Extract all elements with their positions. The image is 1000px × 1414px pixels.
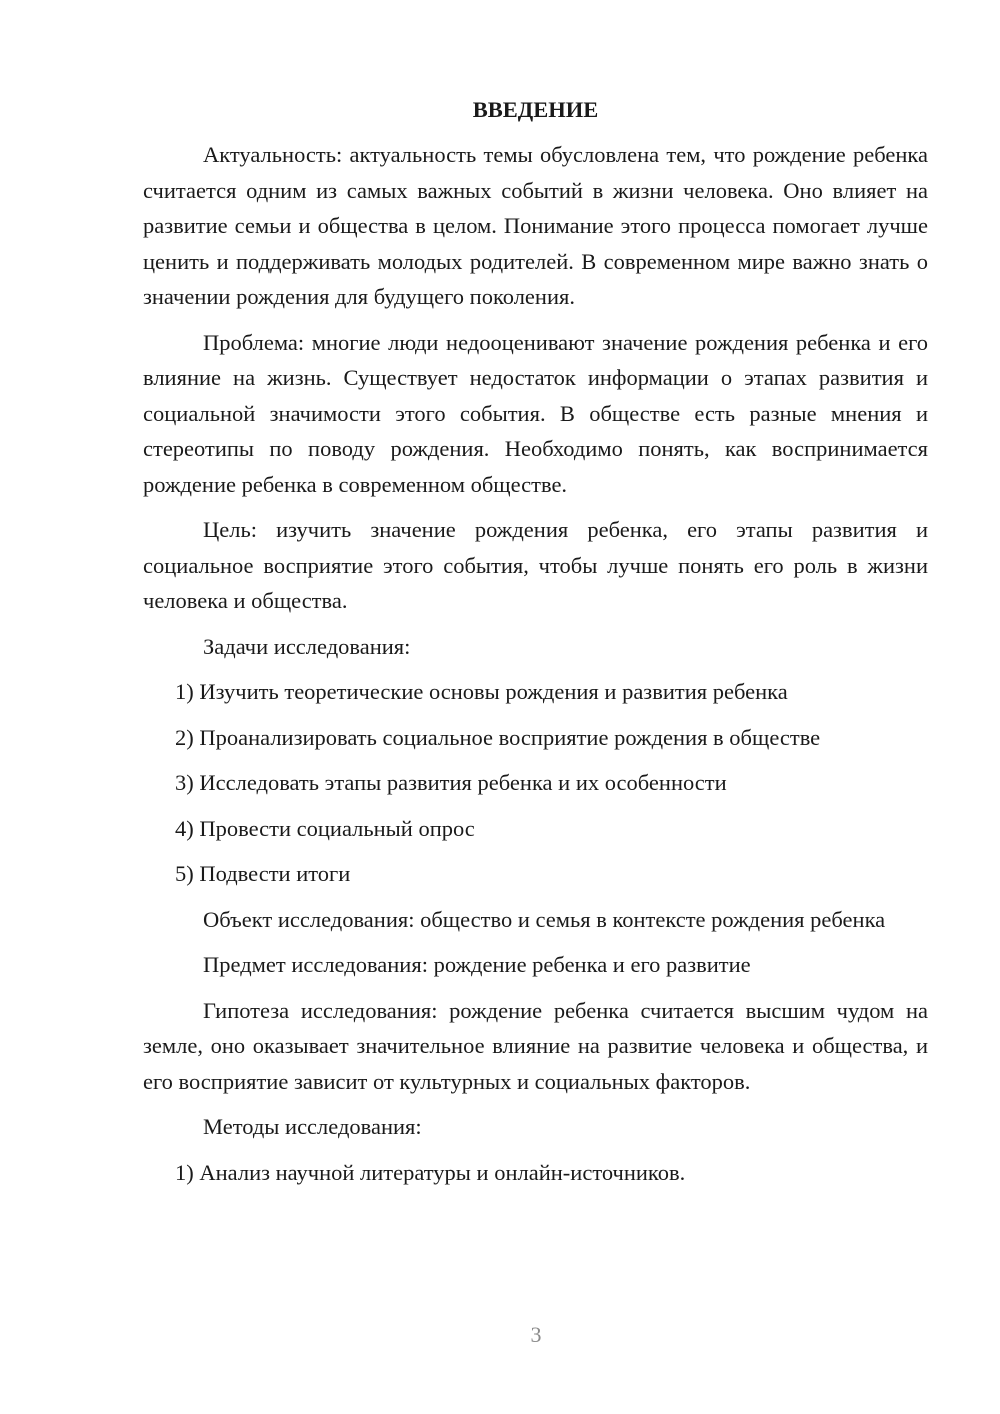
- page-content: [143, 92, 928, 1200]
- task-item: 4) Провести социальный опрос: [175, 815, 475, 841]
- object-paragraph: Объект исследования: общество и семья в контексте рождения ребенка: [203, 906, 886, 932]
- tasks-heading: Задачи исследования:: [203, 633, 411, 659]
- method-item: 1) Анализ научной литературы и онлайн-источников.: [175, 1159, 686, 1185]
- methods-list: [143, 1155, 928, 1191]
- task-item: 2) Проанализировать социальное восприятие рождения в обществе: [175, 724, 821, 750]
- relevance-paragraph: Актуальность: актуальность темы обусловлена тем, что рождение ребенка считается одним из самых важных событий в жизни человека. Оно влияет на развитие семьи и общества в целом. Понимание этого процесса помогает лучше ценить и поддерживать молодых родителей. В современном мире важно знать о значении рождения для будущего поколения.: [143, 142, 928, 309]
- tasks-list: [143, 674, 928, 892]
- goal-paragraph: Цель: изучить значение рождения ребенка, его этапы развития и социальное восприятие этого события, чтобы лучше понять его роль в жизни человека и общества.: [143, 517, 928, 613]
- task-item: 1) Изучить теоретические основы рождения и развития ребенка: [175, 679, 788, 704]
- problem-paragraph: Проблема: многие люди недооценивают значение рождения ребенка и его влияние на жизнь. Существует недостаток информации о этапах развития и социальной значимости этого события. В обществе есть разные мнения и стереотипы по поводу рождения. Необходимо понять, как воспринимается рождение ребенка в современном обществе.: [143, 329, 928, 497]
- task-item: 3) Исследовать этапы развития ребенка и их особенности: [175, 770, 727, 795]
- page-number: 3: [530, 1322, 542, 1347]
- section-title: ВВЕДЕНИЕ: [472, 97, 599, 122]
- methods-heading: Методы исследования:: [203, 1114, 422, 1139]
- subject-paragraph: Предмет исследования: рождение ребенка и его развитие: [203, 952, 751, 977]
- hypothesis-paragraph: Гипотеза исследования: рождение ребенка считается высшим чудом на земле, оно оказывает значительное влияние на развитие человека и общества, и его восприятие зависит от культурных и социальных факторов.: [143, 997, 928, 1094]
- task-item: 5) Подвести итоги: [175, 861, 351, 886]
